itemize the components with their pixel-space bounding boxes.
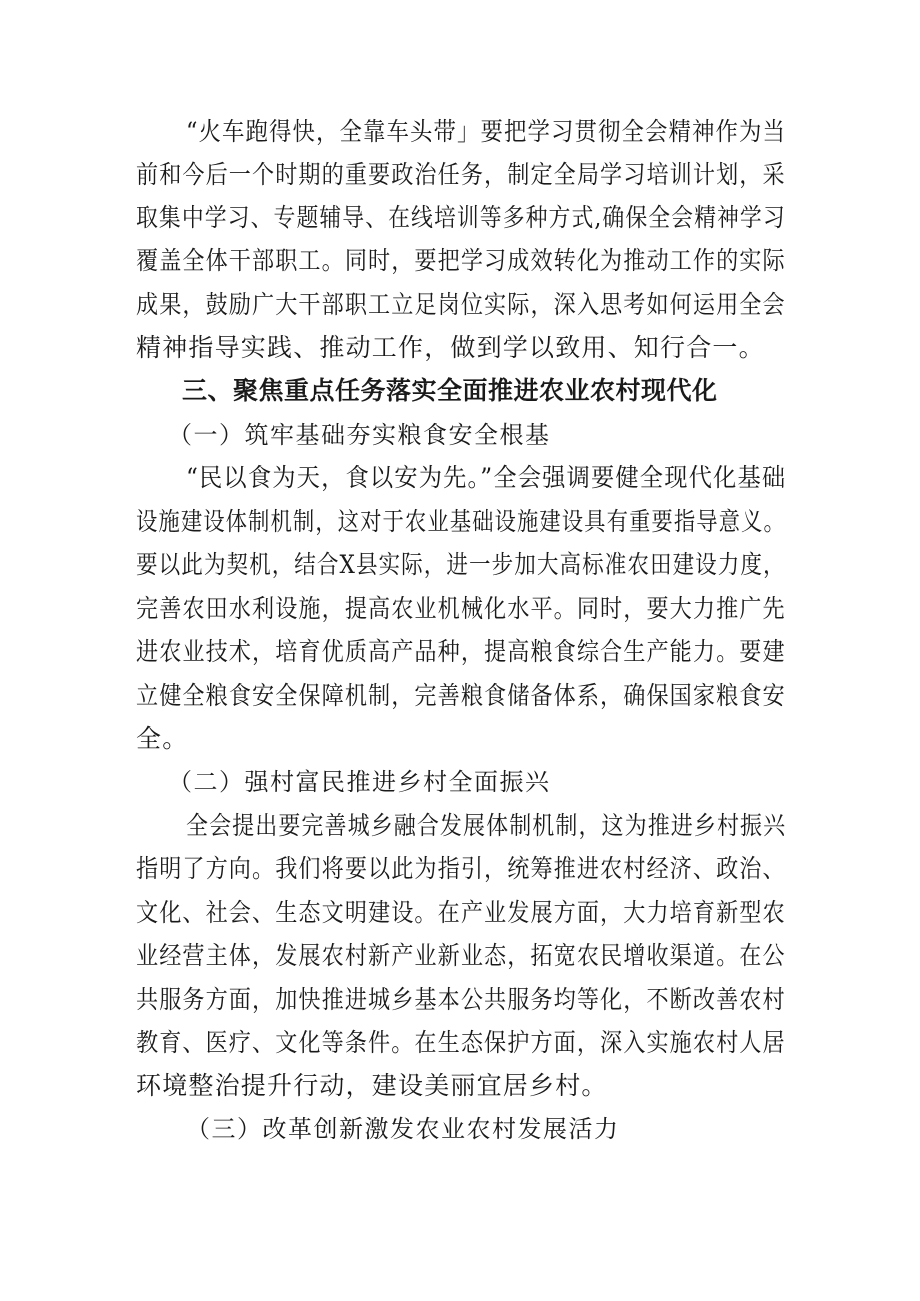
paragraph-3-line-6: 教育、医疗、文化等条件。在生态保护方面，深入实施农村人居	[136, 1028, 786, 1057]
paragraph-1-line-2: 前和今后一个时期的重要政治任务，制定全局学习培训计划，采	[136, 160, 786, 189]
section-heading-3: 三、聚焦重点任务落实全面推进农业农村现代化	[182, 376, 718, 405]
subheading-2: （二）强村富民推进乡村全面振兴	[168, 768, 551, 796]
paragraph-3-line-7: 环境整治提升行动，建设美丽宜居乡村。	[136, 1071, 608, 1100]
paragraph-3-line-2: 指明了方向。我们将要以此为指引，统筹推进农村经济、政治、	[136, 854, 786, 883]
paragraph-2-line-4: 完善农田水利设施，提高农业机械化水平。同时，要大力推广先	[136, 594, 786, 623]
subheading-3: （三）改革创新激发农业农村发展活力	[186, 1115, 620, 1143]
paragraph-1-line-3: 取集中学习、专题辅导、在线培训等多种方式,确保全会精神学习	[136, 203, 786, 232]
paragraph-3-line-5: 共服务方面，加快推进城乡基本公共服务均等化，不断改善农村	[136, 985, 786, 1014]
paragraph-1-line-4: 覆盖全体干部职工。同时，要把学习成效转化为推动工作的实际	[136, 246, 786, 275]
paragraph-3-line-3: 文化、社会、生态文明建设。在产业发展方面，大力培育新型农	[136, 898, 786, 927]
paragraph-2-line-1: “民以食为天，食以安为先。”全会强调要健全现代化基础	[186, 463, 787, 492]
paragraph-2-line-6: 立健全粮食安全保障机制，完善粮食储备体系，确保国家粮食安	[136, 681, 786, 710]
paragraph-1-line-1: “火车跑得快，全靠车头带」要把学习贯彻全会精神作为当	[186, 117, 787, 146]
paragraph-3-line-4: 业经营主体，发展农村新产业新业态，拓宽农民增收渠道。在公	[136, 941, 786, 970]
paragraph-2-line-7: 全。	[136, 724, 189, 753]
paragraph-1-line-6: 精神指导实践、推动工作，做到学以致用、知行合一。	[136, 333, 765, 362]
paragraph-3-line-1: 全会提出要完善城乡融合发展体制机制，这为推进乡村振兴	[186, 811, 787, 840]
subheading-1: （一）筑牢基础夯实粮食安全根基	[168, 421, 551, 449]
paragraph-2-line-2: 设施建设体制机制，这对于农业基础设施建设具有重要指导意义。	[136, 507, 786, 536]
paragraph-2-line-5: 进农业技术，培育优质高产品种，提高粮食综合生产能力。要建	[136, 637, 786, 666]
paragraph-1-line-5: 成果，鼓励广大干部职工立足岗位实际，深入思考如何运用全会	[136, 290, 786, 319]
paragraph-2-line-3: 要以此为契机，结合X县实际，进一步加大高标准农田建设力度，	[136, 550, 786, 579]
